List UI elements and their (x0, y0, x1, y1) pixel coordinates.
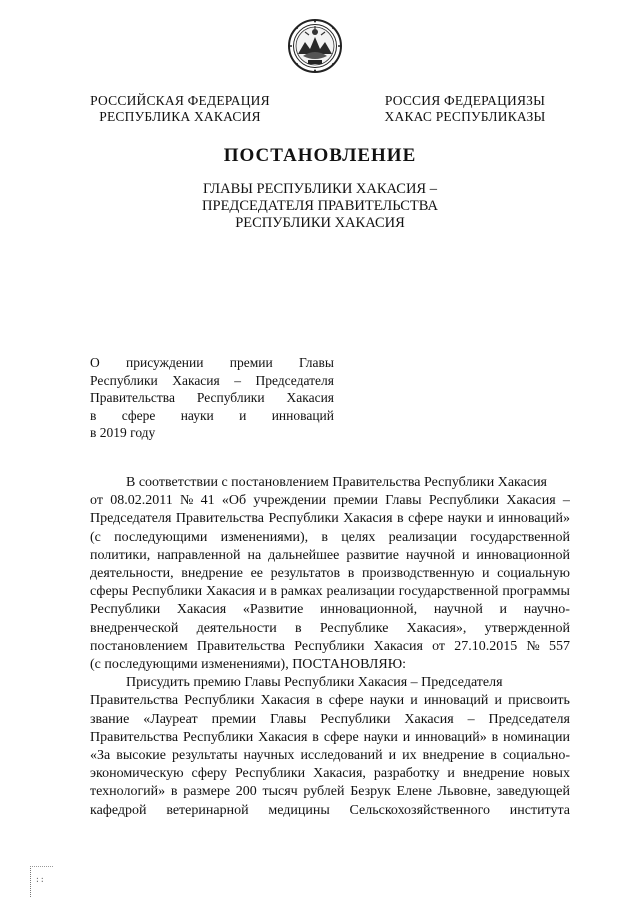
subject-line: в 2019 году (90, 425, 156, 440)
body-line: политики, направленной на дальнейшее развитие научной и инновационной (90, 547, 570, 563)
body-line: (с последующими изменениями), ПОСТАНОВЛЯЮ: (90, 657, 407, 673)
subject-line: О присуждении премии Главы (90, 355, 334, 370)
body-line: Присудить премию Главы Республики Хакасия – Председателя (126, 675, 503, 691)
header-left-line: РЕСПУБЛИКА ХАКАСИЯ (99, 109, 261, 124)
body-line: экономическую сферу Республики Хакасия, разработку и внедрение новых (90, 766, 570, 782)
subject-line: в сфере науки и инноваций (90, 407, 334, 423)
document-type-title: ПОСТАНОВЛЕНИЕ (223, 145, 417, 166)
issuer-block (0, 181, 640, 232)
body-line: деятельности, внедрение ее результатов в производственную и социальную (90, 566, 570, 582)
body-line: В соответствии с постановлением Правительства Республики Хакасия (126, 475, 547, 490)
body-line: звание «Лауреат премии Главы Республики Хакасия – Председателя (90, 711, 570, 727)
body-line: «За высокие результаты научных исследований и их внедрение в социально- (90, 748, 570, 764)
subject-block (90, 354, 334, 442)
header-right-block (376, 93, 554, 125)
header-left-line: РОССИЙСКАЯ ФЕДЕРАЦИЯ (90, 93, 270, 108)
subject-line: Республики Хакасия – Председателя (90, 372, 334, 388)
body-line: Республики Хакасия «Развитие инновационной, научной и научно- (90, 602, 570, 618)
issuer-line: ГЛАВЫ РЕСПУБЛИКИ ХАКАСИЯ – (203, 181, 437, 197)
body-line: (с последующими изменениями), в целях реализации государственной (90, 529, 570, 545)
header-right-line: РОССИЯ ФЕДЕРАЦИЯЗЫ (384, 93, 546, 108)
body-line: технологий» в размере 200 тысяч рублей Безрук Елене Львовне, заведующей (90, 784, 570, 800)
coat-of-arms-icon (287, 18, 343, 74)
body-line: кафедрой ветеринарной медицины Сельскохозяйственного института (90, 802, 570, 818)
body-line: Правительства Республики Хакасия в сфере науки и инноваций» в номинации (90, 729, 570, 745)
body-line: сферы Республики Хакасия и в рамках реализации государственной программы (90, 584, 570, 600)
issuer-line: РЕСПУБЛИКИ ХАКАСИЯ (235, 215, 405, 231)
header-left-block (86, 93, 274, 125)
body-line: постановлением Правительства Республики Хакасия от 27.10.2015 № 557 (90, 638, 570, 654)
margin-mark: :: (30, 866, 53, 897)
issuer-line: ПРЕДСЕДАТЕЛЯ ПРАВИТЕЛЬСТВА (202, 198, 438, 214)
body-line: Правительства Республики Хакасия в сфере науки и инноваций и присвоить (90, 693, 570, 709)
body-text (90, 474, 570, 820)
body-line: Председателя Правительства Республики Хакасия в сфере науки и инноваций» (90, 511, 570, 527)
body-line: внедренческой деятельности в Республике Хакасия», утвержденной (90, 620, 570, 636)
subject-line: Правительства Республики Хакасия (90, 390, 334, 405)
header-right-line: ХАКАС РЕСПУБЛИКАЗЫ (384, 109, 546, 124)
body-line: от 08.02.2011 № 41 «Об учреждении премии Главы Республики Хакасия – (90, 493, 570, 509)
